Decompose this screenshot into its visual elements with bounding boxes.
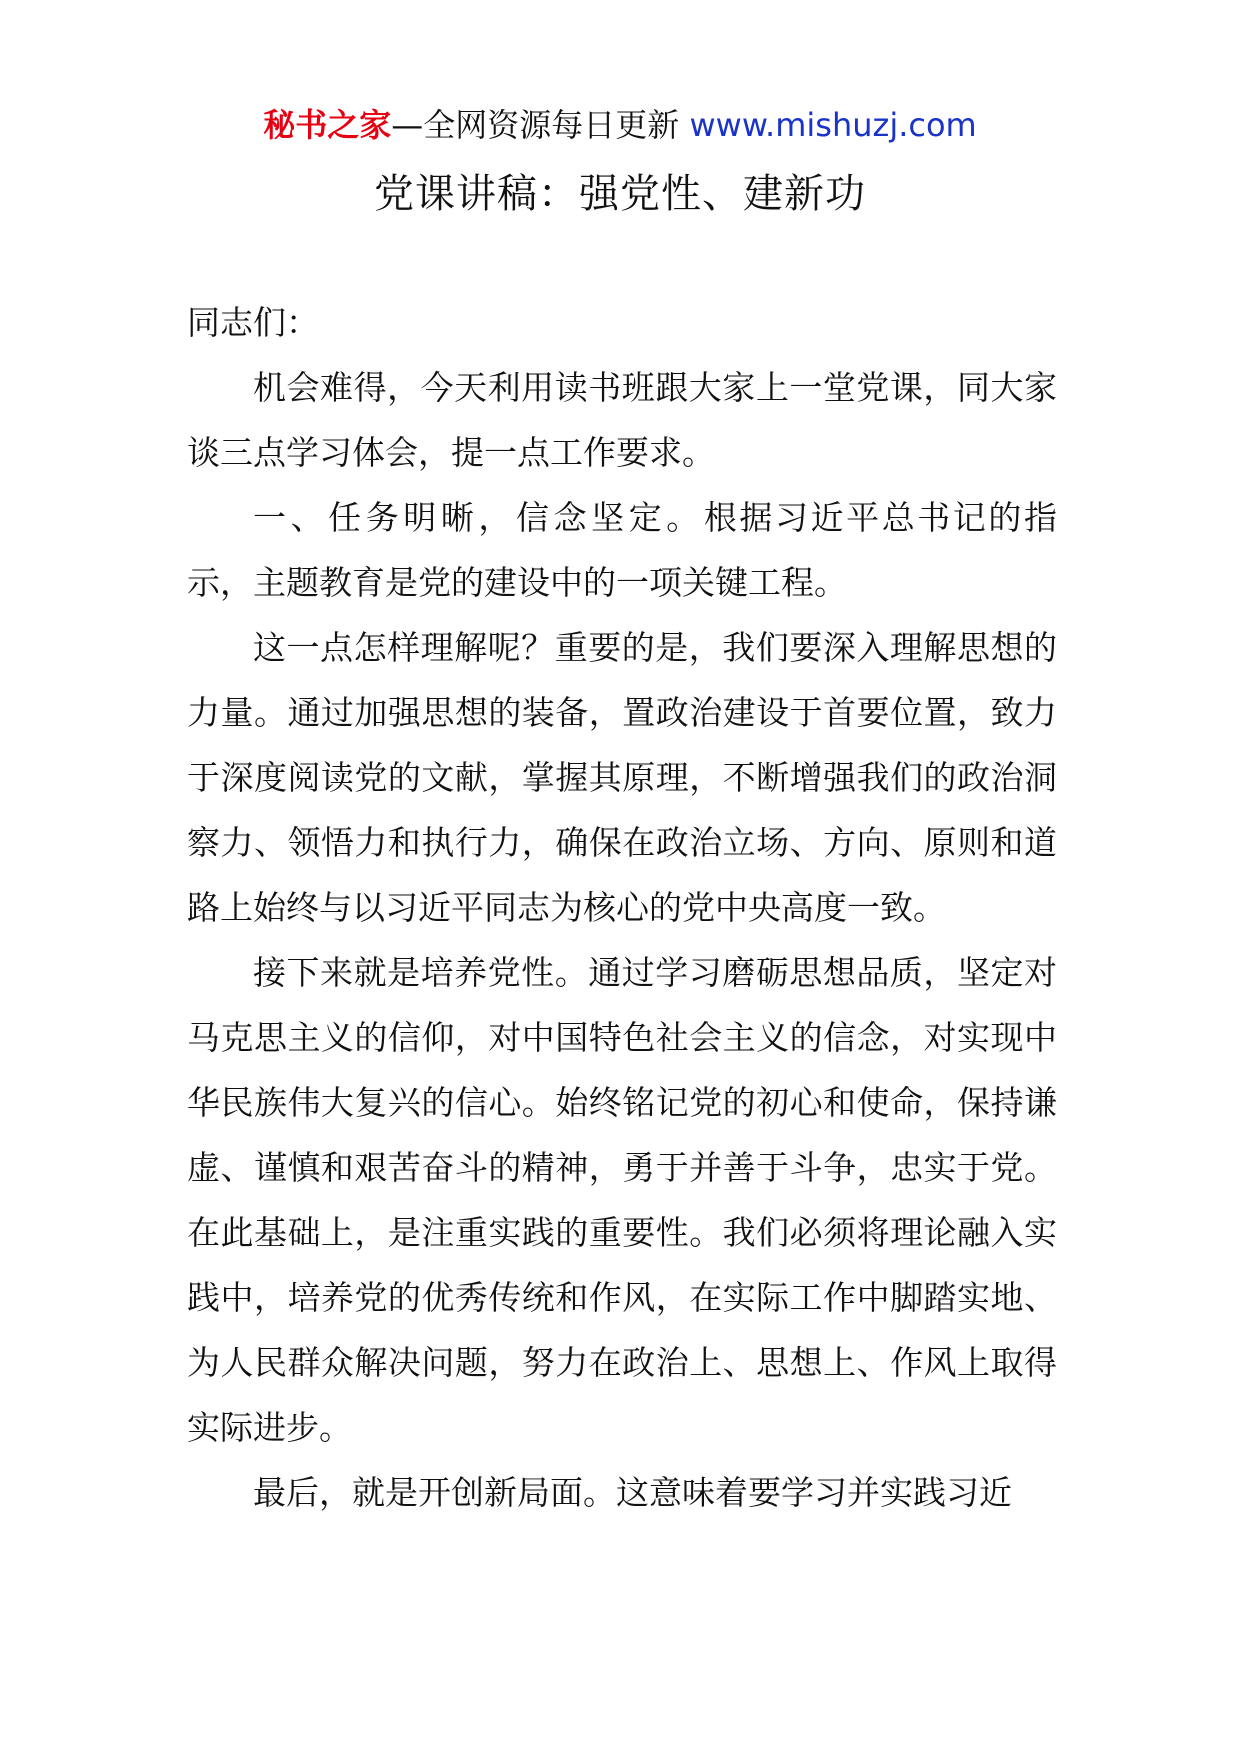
paragraph-text: 接下来就是培养党性。通过学习磨砺思想品质，坚定对马克思主义的信仰，对中国特色社会主义的信念，对实现中华民族伟大复兴的信心。始终铭记党的初心和使命，保持谦虚、谨慎和艰苦奋斗的精神，勇于并善于斗争，忠实于党。在此基础上，是注重实践的重要性。我们必须将理论融入实践中，培养党的优秀传统和作风，在实际工作中脚踏实地、为人民群众解决问题，努力在政治上、思想上、作风上取得实际进步。 <box>187 953 1057 1447</box>
section-heading: 一、任务明晰，信念坚定。 <box>253 498 704 537</box>
document-body <box>187 290 1057 1525</box>
document-title: 党课讲稿：强党性、建新功 <box>374 171 866 217</box>
paragraph-text: 最后，就是开创新局面。这意味着要学习并实践习近 <box>253 1473 1012 1512</box>
paragraph-text: 这一点怎样理解呢？重要的是，我们要深入理解思想的力量。通过加强思想的装备，置政治建设于首要位置，致力于深度阅读党的文献，掌握其原理，不断增强我们的政治洞察力、领悟力和执行力，确保在政治立场、方向、原则和道路上始终与以习近平同志为核心的党中央高度一致。 <box>187 628 1057 927</box>
site-header <box>0 100 1240 150</box>
paragraph-text: 根据习近平总书记的指示，主题教育是党的建设中的一项关键工程。 <box>187 498 1058 602</box>
header-slogan: —全网资源每日更新 <box>391 106 690 144</box>
site-url-link[interactable]: www.mishuzj.com <box>689 106 977 144</box>
brand-name: 秘书之家 <box>263 106 392 144</box>
paragraph <box>187 1460 1057 1525</box>
paragraph-text: 机会难得，今天利用读书班跟大家上一堂党课，同大家谈三点学习体会，提一点工作要求。 <box>187 368 1057 472</box>
paragraph <box>187 355 1057 485</box>
paragraph <box>187 615 1057 940</box>
paragraph <box>187 940 1057 1460</box>
salutation: 同志们： <box>187 303 319 342</box>
paragraph <box>187 485 1057 615</box>
